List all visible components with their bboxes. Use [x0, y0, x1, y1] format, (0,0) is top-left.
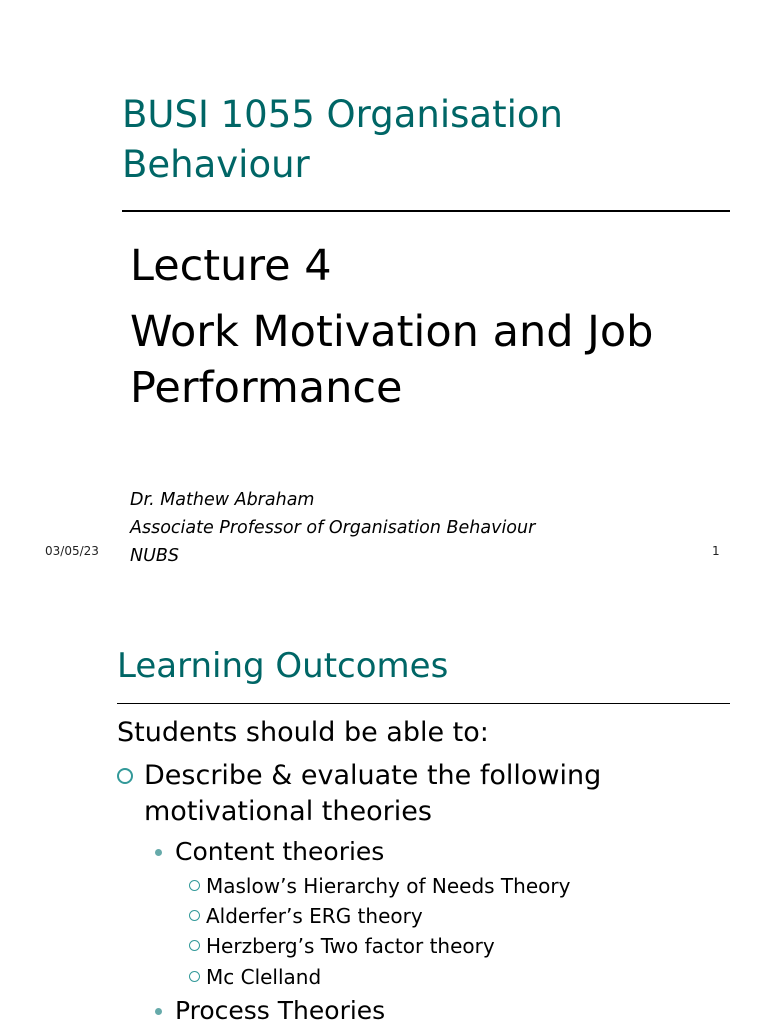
- small-ring-bullet-icon: [189, 940, 200, 951]
- ring-bullet-icon: [117, 768, 133, 784]
- slide-date: 03/05/23: [45, 544, 99, 558]
- list-item-text: Maslow’s Hierarchy of Needs Theory: [206, 874, 571, 898]
- intro-text: Students should be able to:: [117, 717, 489, 748]
- small-ring-bullet-icon: [189, 880, 200, 891]
- lecture-number: Lecture 4: [130, 241, 332, 291]
- list-item: [189, 931, 495, 961]
- author-block: [130, 486, 535, 570]
- heading-divider: [117, 703, 730, 704]
- author-name: Dr. Mathew Abraham: [130, 490, 315, 510]
- slide-heading: Learning Outcomes: [117, 646, 449, 686]
- bullet-text: Process Theories: [175, 996, 386, 1025]
- bullet-text: Describe & evaluate the following motivational theories: [144, 760, 602, 827]
- author-position: Associate Professor of Organisation Behaviour: [130, 518, 536, 538]
- dot-bullet-icon: [155, 849, 162, 856]
- small-ring-bullet-icon: [189, 971, 200, 982]
- bullet-level1: [117, 758, 717, 830]
- bullet-process-theories: [155, 995, 385, 1027]
- small-ring-bullet-icon: [189, 910, 200, 921]
- list-item-text: Mc Clelland: [206, 965, 322, 989]
- list-item: [189, 871, 570, 901]
- list-item-text: Alderfer’s ERG theory: [206, 904, 423, 928]
- list-item-text: Herzberg’s Two factor theory: [206, 934, 495, 958]
- title-divider: [122, 210, 730, 212]
- slide-number: 1: [712, 544, 720, 558]
- bullet-content-theories: [155, 836, 384, 868]
- list-item: [189, 962, 321, 992]
- list-item: [189, 901, 423, 931]
- lecture-title: Work Motivation and Job Performance: [130, 307, 654, 413]
- dot-bullet-icon: [155, 1008, 162, 1015]
- author-institution: NUBS: [130, 546, 180, 566]
- learning-outcomes-slide: [0, 584, 768, 1024]
- course-title: BUSI 1055 Organisation Behaviour: [122, 93, 563, 186]
- bullet-text: Content theories: [175, 837, 385, 866]
